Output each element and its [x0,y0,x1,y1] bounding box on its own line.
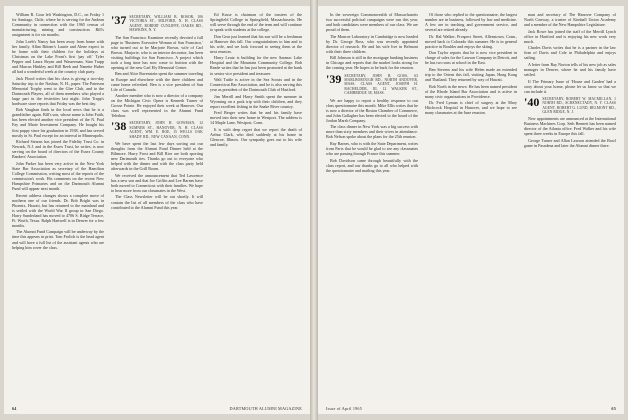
left-column-3 [210,12,302,398]
class-year-number: '40 [524,94,540,109]
class-secretary-info: SECRETARY, JOHN H. GOWMAN, 12 SUMNER ST., HANOVER, N. H. CLASS AGENT, WM. E. ROE, 15 WELLS OAK SHADY RD., NEW CANAAN, CONN. [129,121,203,139]
class-secretary-info: SECRETARY, WILLIAM B. ROSOR, 106 VICTORIA ST., MILFORD, N. H. CLASS AGENT, ROBERT CUNLIFFE, OAKES RD., HAWKINS, N. Y. [129,15,203,33]
class-secretary-info: SECRETARY, ROBERT W. MACMILLAN, 1 NORTH RD., SCHENECTADY, N. Y. CLASS AGENT, ROBERT G. LUND, BELMONT RD., GLEN RIDGE, N. J. [542,96,616,114]
right-column-2 [425,12,517,398]
class-note-paragraph: man and secretary of The Hanover Company of North Conway, a trustee of Kimball Union Academy and a member of the New Hampshire Legislature. [524,12,616,28]
class-note-paragraph: Recent address changes shows a complete move of northern one of our friends. Dr. Bob Bright was in Phoenix, Hawaii, but has returned to the mainland and is settled with the World War II group in San Diego. Harry Sunderland has moved to 4706 S. Ridge Terrace, Ft. Worth, Texas. Ralph Hartwell is in Denver for a few months. [12,192,104,228]
class-note-paragraph: George Turner and Allan Lawson attended the Bowl game in Pasadena and later the Alumni dinner there. [524,138,616,149]
class-note-paragraph: Walt Tuttle is active in the Sea Scouts and in the Connecticut Bar Association, and he is also serving this year as president of the Dartmouth Club of Hartford. [210,77,302,93]
class-note-paragraph: Dr. Hal Walker, Prospect Street, Allenstown, Conn., moved back to Colorado this summer. He is in general practice in Boulder and enjoys the skiing. [425,33,517,49]
class-year-number: '38 [111,119,127,134]
class-note-paragraph: John Parker has been very active in the New York State Bar Association as secretary of the Hamilton College Commission, writing most of the reports of the commission's work. His comments on the recent New Hampshire Primaries and on the Dartmouth Alumni Fund will appear next month. [12,160,104,192]
class-note-paragraph: The Alumni Fund Campaign will be underway by the time this appears in print. Tom Frolich is the head agent and will have a full list of the assistant agents who are helping him cover the class. [12,229,104,250]
class-heading [111,15,203,33]
class-note-paragraph: Ray Barnes, who is with the State Department, writes from Paris that he would be glad to see any classmates who are passing through France this summer. [326,140,418,157]
class-note-paragraph: Bob Vaughan finds in the local news that he is a grandfather again. Bill's son, whose name is John Faith, has been elected another vice president of the N. Paul Fay and Marie Investment Company. He bought his first puppy since his graduation in 1938, and has served mostly in St. Paul except for an interval in Minneapolis. [12,107,104,138]
class-note-paragraph: We received the announcement that Ted Lawrence has a new son and that Joe Griffin and Lee Barnes have both moved to Connecticut with their families. We hope to hear more from our classmates in the West. [111,172,203,193]
class-note-paragraph: A letter from Ray Norton tells of his new job as sales manager in Denver, where he and his family have settled. [524,61,616,78]
class-note-paragraph: William R. Gour left Washington, D.C., on Friday 1 for Santiago, Chile, where he is serving for the Andean Community in connection with the 1965 census of manufacturing, mining and construction. Bill's assignment is for six months. [12,12,104,38]
left-column-1 [12,12,104,398]
class-note-paragraph: Jim Merrill and Harry Smith spent the summer in Wyoming on a pack trip with their children, and they report excellent fishing in the Snake River country. [210,93,302,109]
class-heading [326,71,418,96]
class-note-paragraph: Don Gear just learned that his son will be a freshman at Hanover this fall. Our congratulations to him and to his wife, and we look forward to seeing them at the next reunion. [210,33,302,54]
class-note-paragraph: New appointments are announced at the International Business Machines Corp. Seth Bennett has been named director of the Atlanta office. Fred Walker and his wife spent three weeks in Europe this fall. [524,116,616,137]
class-note-paragraph: Ed Kruse is chairman of the trustees of the Springfield College in Springfield, Massachusetts. He will serve through the end of the term and will continue to speak with students at the college. [210,12,302,33]
class-note-paragraph: If The Primary Issue of 'House and Garden' had a story about your home, please let us know so that we can include it. [524,78,616,94]
right-page-number: 65 [611,406,616,411]
class-note-paragraph: We are happy to report a healthy response to our class questionnaire this month. Mike Ellis writes that he is now a director of the Boston Chamber of Commerce, and John Gallagher has been elected to the board of the Jordan Marsh Company. [326,97,418,123]
class-note-paragraph: Harry Leutz is building for the new Saranac Lake Hospital and the Mountain Community College. Bob Reade writes that he has just been promoted at the bank to senior vice president and treasurer. [210,55,302,76]
class-note-paragraph: Another member who is now a director of a company on the Michigan Civic Opera is Kenneth Turner of Grosse Pointe. He enjoyed their week at Hanover. Our class was well represented in the Alumni Fund Telethon. [111,93,203,119]
right-page [318,6,624,414]
class-heading [111,121,203,139]
class-note-paragraph: Richard Stearns has joined the Fidelity Trust Co. in Newark, N.J. and in the Essex Trust, he writes, is now serving on the board of directors of the Essex County Bankers' Association. [12,139,104,160]
class-year-number: '39 [326,71,342,86]
class-heading [524,94,616,115]
class-note-paragraph: Fred Berger writes that he and his family have moved into their new home in Westport. The address is 14 Maple Lane, Westport, Conn. [210,110,302,126]
class-note-paragraph: Bob North in the news: He has been named president of the Rhode Island Bar Association and is active in many civic organizations in Providence. [425,83,517,99]
class-note-paragraph: We have spent the last few days sorting out our thoughts from the Alumni Fund Dinner held at the Biltmore. Harry Frost and Bill Rice are both sporting new Dartmouth ties. Thanks go out to everyone who helped with the dinner and with the class party held afterwards in the Grill Room. [111,141,203,172]
class-note-paragraph: The Class Newsletter will be out shortly. It will contain the list of all members of the class who have contributed to the Alumni Fund this year. [111,194,203,210]
class-note-paragraph: Bob Davidson came through beautifully with the class report, and our thanks go to all who helped with the questionnaire and mailing this year. [326,157,418,173]
binding-gutter [310,0,318,420]
left-page-columns [12,12,302,398]
class-note-paragraph: Dr. Fred Lyman is chief of surgery at the Mary Hitchcock Hospital in Hanover, and we hope to see many classmates at the June reunion. [425,100,517,116]
class-note-paragraph: The class dinner in New York was a big success with more than sixty members and their wives in attendance. Bob Nelson spoke about the plans for the 25th reunion. [326,124,418,140]
right-page-footer [326,406,616,411]
class-note-paragraph: Jack Flood writes that his class is giving a two-day Saturday trip to the Nashua, N. H., paper. The Paterson Memorial Trophy went to the Glee Club, and to the Dartmouth Players, all of them members who played a large part in the festivities last night. John Trapp's hardware store reports that Friday was the best day. [12,75,104,106]
class-note-paragraph: John Loeb's Nancy has been away from home with her family. Allan Bittner's Laurie and Alene expect to be home with their children for the holidays at Christmas on the Lake Front's first 'pay off.' Tyler Pepper and Laura Bryan and Wasserman, Stan Trapp and Marcus Hinkley and Bill Reeb and Nanette Huber all had a wonderful week at the country club party. [12,38,104,75]
left-page-footer [12,406,302,411]
left-page [4,6,310,414]
left-page-number: 64 [12,406,17,411]
left-column-2 [111,12,203,398]
class-note-paragraph: Charles Davis writes that he is a partner in the law firm of Davis and Cole in Philadelphia and enjoys sailing. [524,45,616,61]
right-column-3 [524,12,616,398]
class-note-paragraph: Jack Rowe has joined the staff of the Merrill Lynch office in Hartford and is enjoying his new work very much. [524,28,616,44]
left-footer-title: DARTMOUTH ALUMNI MAGAZINE [229,406,302,411]
right-page-columns [326,12,616,398]
class-secretary-info: SECRETARY, JOHN B. GOSS, 63 MARLBOROUGH RD., NORTH ANDOVER, MASS. CLASS AGENT, JOSEPH H. BACHELDER, III, 12 WALKER ST., CAMBRIDGE 38, MASS. [344,73,418,96]
class-note-paragraph: The Monroe Laboratory in Cambridge is now headed by Dr. George Ross, who was recently appointed director of research. He and his wife live in Belmont with their three children. [326,33,418,54]
class-note-paragraph: Ben and Alice Ravenstein spent the summer traveling in Europe and elsewhere with the three children and came home refreshed. Ben is a vice president of Sun Life of Canada. [111,71,203,92]
class-note-paragraph: Of those who replied to the questionnaire, the largest number are in business, followed by law and medicine. A few are in teaching and government service, and several are retired already. [425,12,517,33]
class-year-number: '37 [111,13,127,27]
right-column-1 [326,12,418,398]
class-note-paragraph: Ben Stevens and his wife Helen made an extended trip to the Orient this fall, visiting Japan, Hong Kong and Thailand. They returned by way of Hawaii. [425,66,517,83]
class-note-paragraph: Don Taylor reports that he is now vice president in charge of sales for the Lawson Company in Detroit, and he has two sons at school in the East. [425,50,517,66]
class-note-paragraph: The San Francisco Examiner recently devoted a full page to 'Business Executive Woman of San Francisco,' who turned out to be Marjorie Brown, wife of Carl Brown. Marjorie, who is an interior decorator, has been visiting buildings for San Francisco. A project which took a long time has now come to fruition with the opening of the new Carl Ely Memorial Center. [111,34,203,70]
class-note-paragraph: Bill Johnson is still in the mortgage banking business in Chicago and reports that the market looks strong for the coming year. He hopes to be back for the reunion. [326,55,418,71]
class-note-paragraph: In the sovereign Commonwealth of Massachusetts two successful political campaigns were run this year, and both candidates were members of our class. We are proud of them. [326,12,418,33]
right-footer-title: Issue of April 1965 [326,406,363,411]
class-note-paragraph: It is with deep regret that we report the death of Arthur Clark, who died suddenly at his home in Glencoe, Illinois. Our sympathy goes out to his wife and family. [210,126,302,148]
